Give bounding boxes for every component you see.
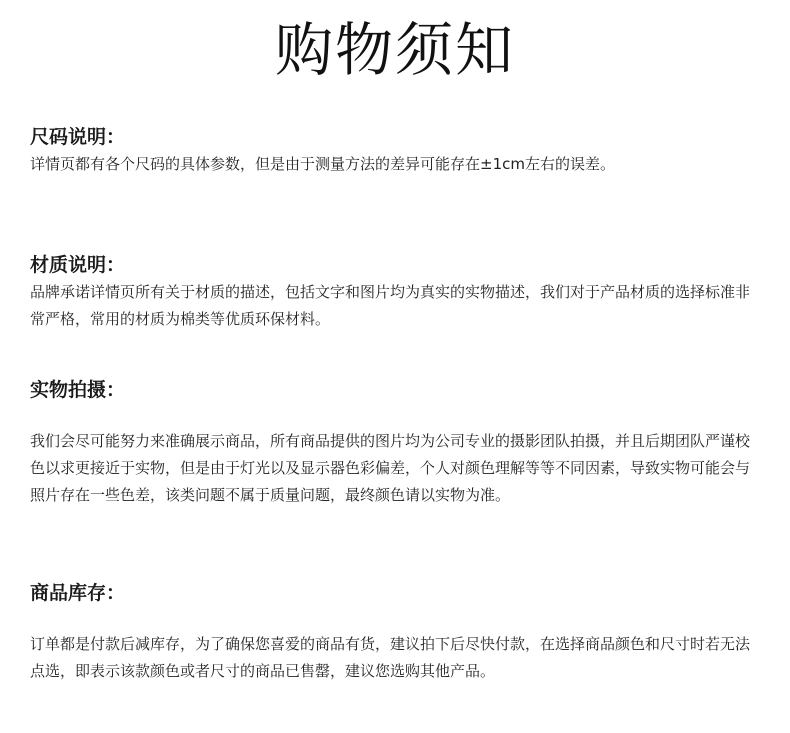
section-photo-notes <box>30 377 750 509</box>
section-heading: 材质说明： <box>30 254 126 276</box>
section-body: 详情页都有各个尺码的具体参数，但是由于测量方法的差异可能存在±1cm左右的误差。 <box>30 155 615 173</box>
section-stock-notes <box>30 580 750 685</box>
section-body: 订单都是付款后减库存，为了确保您喜爱的商品有货，建议拍下后尽快付款，在选择商品颜色和尺寸时若无法点选，即表示该款颜色或者尺寸的商品已售罄，建议您选购其他产品。 <box>30 635 751 680</box>
section-heading: 商品库存： <box>30 582 126 604</box>
section-body: 品牌承诺详情页所有关于材质的描述，包括文字和图片均为真实的实物描述，我们对于产品材质的选择标准非常严格，常用的材质为棉类等优质环保材料。 <box>30 283 751 328</box>
section-material-notes <box>30 252 750 333</box>
section-heading: 实物拍摄： <box>30 379 126 401</box>
section-body: 我们会尽可能努力来准确展示商品，所有商品提供的图片均为公司专业的摄影团队拍摄，并且后期团队严谨校色以求更接近于实物，但是由于灯光以及显示器色彩偏差，个人对颜色理解等等不同因素，导致实物可能会与照片存在一些色差，该类问题不属于质量问题，最终颜色请以实物为准。 <box>30 432 751 504</box>
section-size-notes <box>30 124 750 178</box>
section-heading: 尺码说明： <box>30 126 126 148</box>
page-title: 购物须知 <box>274 16 515 84</box>
